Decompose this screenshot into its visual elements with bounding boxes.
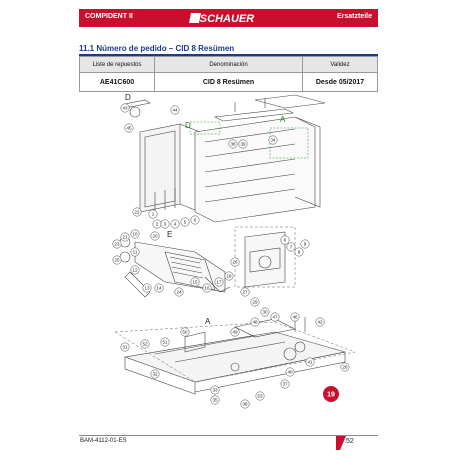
callout-number: 10 — [132, 231, 138, 237]
callout-number: 42 — [317, 319, 323, 325]
callout-number: 52 — [142, 341, 148, 347]
callout-number: 28 — [342, 364, 348, 370]
exploded-parts-diagram — [95, 92, 365, 427]
callout-number: 34 — [270, 137, 276, 143]
callout-number: 29 — [252, 299, 258, 305]
view-label: A — [280, 115, 286, 124]
callout-number: 38 — [230, 141, 236, 147]
col-header-list: Liste de repuestos — [80, 57, 155, 73]
callout-number: 25 — [114, 257, 120, 263]
callout-number: 39 — [240, 141, 246, 147]
callout-number: 27 — [242, 289, 248, 295]
col-header-validity: Validez — [303, 57, 378, 73]
callout-number: 51 — [162, 339, 168, 345]
callout-number: 46 — [292, 314, 298, 320]
callout-number: 48 — [252, 319, 258, 325]
callout-number: 1 — [151, 211, 155, 217]
highlight-callout-label: 19 — [327, 391, 335, 399]
logo-text: SCHAUER — [199, 13, 255, 25]
callout-number: 6 — [193, 217, 197, 223]
callout-number: 43 — [122, 105, 128, 111]
callout-number: 8 — [297, 249, 301, 255]
callout-number: 21 — [122, 234, 128, 240]
callout-number: 30 — [262, 309, 268, 315]
callout-number: 24 — [176, 289, 182, 295]
callout-number: 47 — [272, 314, 278, 320]
callout-number: 32 — [152, 371, 158, 377]
schauer-logo — [187, 10, 267, 26]
callout-number: 53 — [257, 393, 263, 399]
callout-number: 22 — [134, 209, 140, 215]
callout-number: 14 — [156, 285, 162, 291]
callout-number: 33 — [212, 387, 218, 393]
section-title: 11.1 Número de pedido – CID 8 Resümen — [79, 44, 378, 56]
view-label: D — [185, 121, 191, 130]
view-label: E — [167, 230, 173, 239]
callout-number: 35 — [212, 397, 218, 403]
callout-number: 37 — [282, 381, 288, 387]
col-header-denomination: Denominación — [155, 57, 303, 73]
callout-number: 16 — [204, 285, 210, 291]
callout-number: 45 — [126, 125, 132, 131]
cell-validity: Desde 05/2017 — [303, 73, 378, 92]
callout-number: 50 — [182, 329, 188, 335]
page-header — [79, 9, 378, 27]
callout-number: 23 — [114, 241, 120, 247]
callout-number: 31 — [122, 344, 128, 350]
highlight-callout — [323, 386, 339, 402]
callout-number: 2 — [155, 221, 159, 227]
product-name: COMPIDENT II — [85, 13, 133, 20]
callout-number: 18 — [226, 273, 232, 279]
document-code: BAM-4112-01-ES — [80, 438, 127, 444]
callout-number: 5 — [183, 219, 187, 225]
view-label: D — [125, 93, 131, 102]
header-category: Ersatzteile — [336, 13, 372, 20]
callout-number: 12 — [132, 267, 138, 273]
callout-number: 13 — [144, 285, 150, 291]
cell-part-list: AE41C600 — [80, 73, 155, 92]
callout-number: 9 — [303, 241, 307, 247]
parts-table — [79, 56, 378, 92]
callout-number: 36 — [242, 401, 248, 407]
callout-number: 4 — [173, 221, 177, 227]
callout-number: 40 — [287, 369, 293, 375]
callout-number: 11 — [132, 249, 138, 255]
callout-number: 6 — [283, 237, 287, 243]
callout-number: 7 — [289, 244, 293, 250]
view-label: A — [205, 317, 211, 326]
table-row — [80, 73, 378, 92]
callout-number: 44 — [172, 107, 178, 113]
callout-number: 20 — [152, 233, 158, 239]
callout-number: 17 — [216, 279, 222, 285]
footer-divider — [79, 435, 378, 436]
table-header-row — [80, 57, 378, 73]
page-number: 52 — [346, 438, 354, 445]
callout-number: 41 — [307, 359, 313, 365]
callout-number: 26 — [232, 259, 238, 265]
callout-number: 15 — [192, 279, 198, 285]
callout-number: 49 — [232, 329, 238, 335]
callout-number: 3 — [163, 221, 167, 227]
cell-denomination: CID 8 Resümen — [155, 73, 303, 92]
